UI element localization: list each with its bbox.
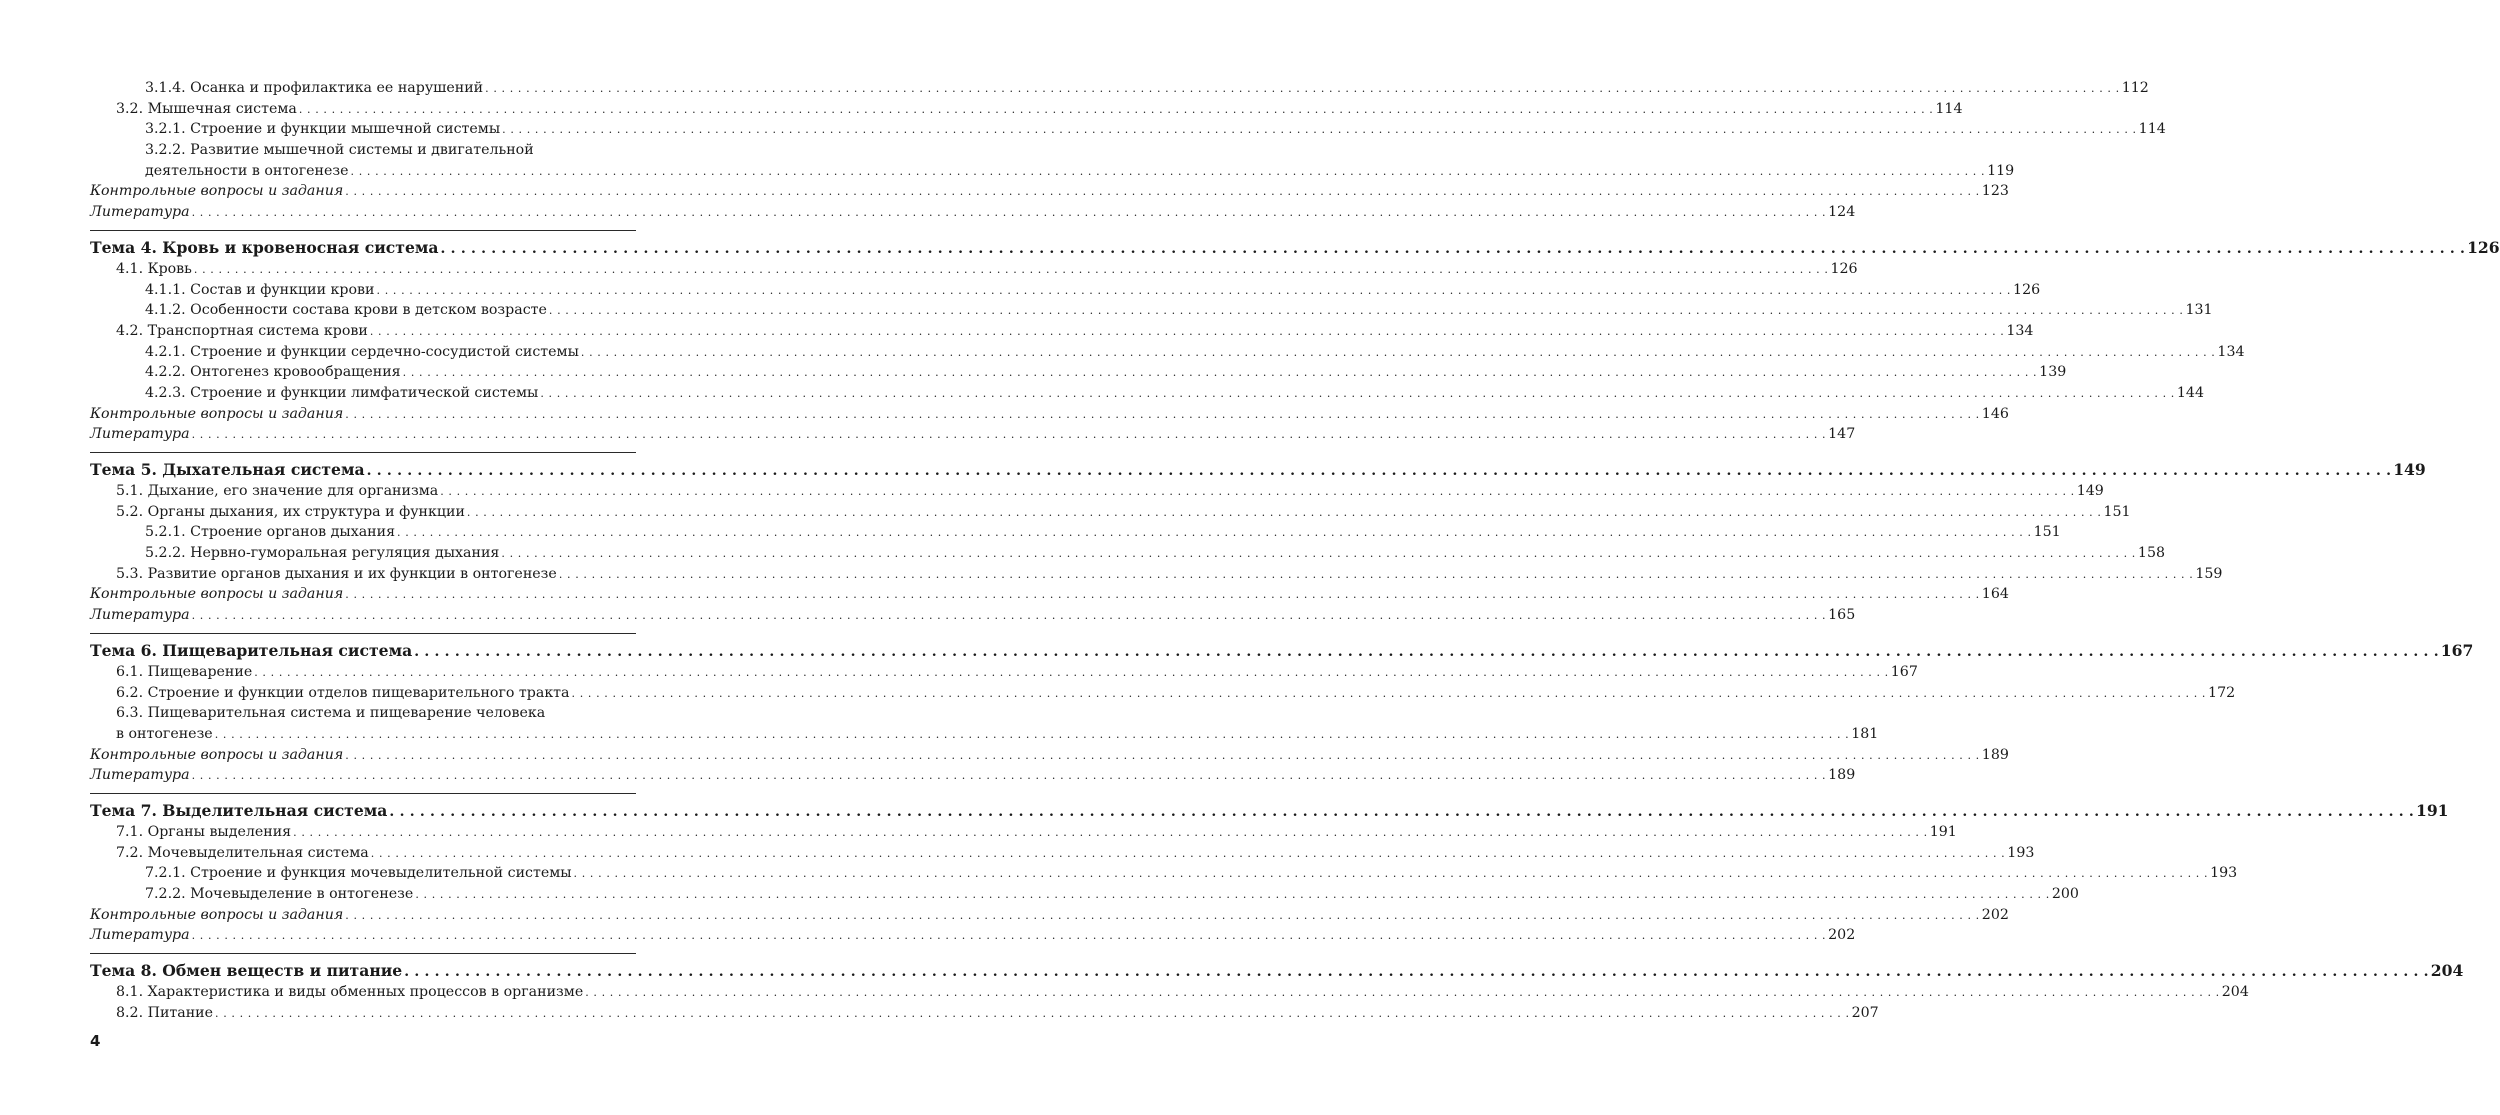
toc-entry-title: 5.2.2. Нервно-гуморальная регуляция дыхания (145, 545, 500, 562)
dot-leader: . . . . . . . . . . . . . . . . . . . . . . . . . . . . . . . . . . . . . . . . . . . . . . . . . . . . . . . . . . . . . . . . . . . . . . . . . . . . . . . . . . . . . . . . . . . . . . . . . . . . . . . . . . . . . . . . . . . . . . . . . . . . . . . . . . . . . . . . . . . . . . . . . . . . . . . . . . . . . . . . . . . . . . . . . . . . . . . . . . . . . . . . . . . . . . . . . . . . . . . . (573, 867, 2209, 881)
toc-entry (90, 78, 2149, 99)
toc-entry (90, 342, 2245, 363)
toc-entry-page: 202 (1828, 927, 1856, 944)
toc-entry-title: 6.3. Пищеварительная система и пищеварение человека (116, 705, 546, 722)
dot-leader: . . . . . . . . . . . . . . . . . . . . . . . . . . . . . . . . . . . . . . . . . . . . . . . . . . . . . . . . . . . . . . . . . . . . . . . . . . . . . . . . . . . . . . . . . . . . . . . . . . . . . . . . . . . . . . . . . . . . . . . . . . . . . . . . . . . . . . . . . . . . . . . . . . . . . . . . . . . . . . . . . . . . . . . . . . . . . . . . . . . . . . . . . . . . . . . . . . . . . . . . (548, 304, 2184, 318)
dot-leader: . . . . . . . . . . . . . . . . . . . . . . . . . . . . . . . . . . . . . . . . . . . . . . . . . . . . . . . . . . . . . . . . . . . . . . . . . . . . . . . . . . . . . . . . . . . . . . . . . . . . . . . . . . . . . . . . . . . . . . . . . . . . . . . . . . . . . . . . . . . . . . . . . . . . . . . . . . . . . . . . . . . . . . . . . . . . . . . . . . . . . . . . . . . . . . . . . . . . . . . . (389, 803, 2414, 820)
toc-entry-page: 139 (2039, 364, 2067, 381)
dot-leader: . . . . . . . . . . . . . . . . . . . . . . . . . . . . . . . . . . . . . . . . . . . . . . . . . . . . . . . . . . . . . . . . . . . . . . . . . . . . . . . . . . . . . . . . . . . . . . . . . . . . . . . . . . . . . . . . . . . . . . . . . . . . . . . . . . . . . . . . . . . . . . . . . . . . . . . . . . . . . . . . . . . . . . . . . . . . . . . . . . . . . . . . . . . . . . . . . . . . . . . . (558, 567, 2194, 581)
toc-entry-page: 151 (2103, 503, 2131, 520)
dot-leader: . . . . . . . . . . . . . . . . . . . . . . . . . . . . . . . . . . . . . . . . . . . . . . . . . . . . . . . . . . . . . . . . . . . . . . . . . . . . . . . . . . . . . . . . . . . . . . . . . . . . . . . . . . . . . . . . . . . . . . . . . . . . . . . . . . . . . . . . . . . . . . . . . . . . . . . . . . . . . . . . . . . . . . . . . . . . . . . . . . . . . . . . . . . . . . . . . . . . . . . . (193, 262, 1829, 276)
toc-entry (90, 502, 2131, 523)
toc-entry-title: Литература (90, 607, 190, 624)
toc-aux-entry (90, 584, 2009, 605)
toc-entry (90, 843, 2035, 864)
toc-entry-page: 131 (2185, 302, 2213, 319)
toc-entry-page: 172 (2208, 684, 2236, 701)
toc-entry-page: 151 (2033, 524, 2061, 541)
toc-entry-title: Тема 6. Пищеварительная система (90, 640, 413, 660)
dot-leader: . . . . . . . . . . . . . . . . . . . . . . . . . . . . . . . . . . . . . . . . . . . . . . . . . . . . . . . . . . . . . . . . . . . . . . . . . . . . . . . . . . . . . . . . . . . . . . . . . . . . . . . . . . . . . . . . . . . . . . . . . . . . . . . . . . . . . . . . . . . . . . . . . . . . . . . . . . . . . . . . . . . . . . . . . . . . . . . . . . . . . . . . . . . . . . . . . . . . . . . . (214, 727, 1850, 741)
toc-aux-entry (90, 404, 2009, 425)
section-divider (90, 953, 636, 954)
toc-entry-page: 167 (1890, 663, 1918, 680)
toc-entry-title: 5.2.1. Строение органов дыхания (145, 524, 396, 541)
toc-entry-title: 7.2.2. Мочевыделение в онтогенезе (145, 886, 414, 902)
toc-entry-title: деятельности в онтогенезе (145, 162, 349, 179)
toc-entry-page: 159 (2195, 565, 2223, 582)
toc-entry-title: 7.2.1. Строение и функция мочевыделительной системы (145, 865, 572, 882)
toc-entry (90, 321, 2034, 342)
toc-entry-title: Тема 5. Дыхательная система (90, 460, 365, 479)
dot-leader: . . . . . . . . . . . . . . . . . . . . . . . . . . . . . . . . . . . . . . . . . . . . . . . . . . . . . . . . . . . . . . . . . . . . . . . . . . . . . . . . . . . . . . . . . . . . . . . . . . . . . . . . . . . . . . . . . . . . . . . . . . . . . . . . . . . . . . . . . . . . . . . . . . . . . . . . . . . . . . . . . . . . . . . . . . . . . . . . . . . . . . . . . . . . . . . . . . . . . . . . (585, 986, 2220, 1000)
toc-entry-title: 8.1. Характеристика и виды обменных процессов в организме (116, 984, 584, 1001)
toc-entry-title: 4.2. Транспортная система крови (116, 322, 368, 339)
toc-aux-entry (90, 181, 2009, 202)
toc-entry (90, 884, 2079, 905)
toc-entry-page: 119 (1987, 162, 2015, 179)
toc-entry (90, 119, 2166, 140)
toc-entry-page: 126 (2467, 237, 2500, 257)
toc-entry (90, 863, 2238, 884)
toc-entry-page: 165 (1828, 607, 1856, 624)
toc-entry-title: 3.2.2. Развитие мышечной системы и двигательной (145, 142, 534, 159)
toc-entry-page: 193 (2007, 844, 2035, 861)
dot-leader: . . . . . . . . . . . . . . . . . . . . . . . . . . . . . . . . . . . . . . . . . . . . . . . . . . . . . . . . . . . . . . . . . . . . . . . . . . . . . . . . . . . . . . . . . . . . . . . . . . . . . . . . . . . . . . . . . . . . . . . . . . . . . . . . . . . . . . . . . . . . . . . . . . . . . . . . . . . . . . . . . . . . . . . . . . . . . . . . . . . . . . . . . . . . . . . . . . . . . . . . (440, 240, 2466, 257)
toc-theme-entry (90, 237, 2500, 259)
toc-entry (90, 300, 2213, 321)
toc-entry-title: Литература (90, 426, 190, 443)
toc-entry-page: 144 (2176, 384, 2204, 401)
dot-leader: . . . . . . . . . . . . . . . . . . . . . . . . . . . . . . . . . . . . . . . . . . . . . . . . . . . . . . . . . . . . . . . . . . . . . . . . . . . . . . . . . . . . . . . . . . . . . . . . . . . . . . . . . . . . . . . . . . . . . . . . . . . . . . . . . . . . . . . . . . . . . . . . . . . . . . . . . . . . . . . . . . . . . . . . . . . . . . . . . . . . . . . . . . . . . . . . . . . . . . . . (191, 769, 1827, 783)
toc-entry (90, 481, 2104, 502)
toc-entry (90, 383, 2204, 404)
dot-leader: . . . . . . . . . . . . . . . . . . . . . . . . . . . . . . . . . . . . . . . . . . . . . . . . . . . . . . . . . . . . . . . . . . . . . . . . . . . . . . . . . . . . . . . . . . . . . . . . . . . . . . . . . . . . . . . . . . . . . . . . . . . . . . . . . . . . . . . . . . . . . . . . . . . . . . . . . . . . . . . . . . . . . . . . . . . . . . . . . . . . . . . . . . . . . . . . . . . . . . . . (370, 846, 2006, 860)
dot-leader: . . . . . . . . . . . . . . . . . . . . . . . . . . . . . . . . . . . . . . . . . . . . . . . . . . . . . . . . . . . . . . . . . . . . . . . . . . . . . . . . . . . . . . . . . . . . . . . . . . . . . . . . . . . . . . . . . . . . . . . . . . . . . . . . . . . . . . . . . . . . . . . . . . . . . . . . . . . . . . . . . . . . . . . . . . . . . . . . . . . . . . . . . . . . . . . . . . . . . . . . (540, 386, 2175, 400)
toc-aux-entry (90, 765, 1856, 786)
toc-entry-continuation (90, 724, 1879, 745)
dot-leader: . . . . . . . . . . . . . . . . . . . . . . . . . . . . . . . . . . . . . . . . . . . . . . . . . . . . . . . . . . . . . . . . . . . . . . . . . . . . . . . . . . . . . . . . . . . . . . . . . . . . . . . . . . . . . . . . . . . . . . . . . . . . . . . . . . . . . . . . . . . . . . . . . . . . . . . . . . . . . . . . . . . . . . . . . . . . . . . . . . . . . . . . . . . . . . . . . . . . . . . . (298, 102, 1934, 116)
dot-leader: . . . . . . . . . . . . . . . . . . . . . . . . . . . . . . . . . . . . . . . . . . . . . . . . . . . . . . . . . . . . . . . . . . . . . . . . . . . . . . . . . . . . . . . . . . . . . . . . . . . . . . . . . . . . . . . . . . . . . . . . . . . . . . . . . . . . . . . . . . . . . . . . . . . . . . . . . . . . . . . . . . . . . . . . . . . . . . . . . . . . . . . . . . . . . . . . . . . . . . . . (414, 643, 2439, 660)
toc-entry-title: 4.1. Кровь (116, 260, 192, 277)
toc-entry-page: 134 (2006, 322, 2034, 339)
dot-leader: . . . . . . . . . . . . . . . . . . . . . . . . . . . . . . . . . . . . . . . . . . . . . . . . . . . . . . . . . . . . . . . . . . . . . . . . . . . . . . . . . . . . . . . . . . . . . . . . . . . . . . . . . . . . . . . . . . . . . . . . . . . . . . . . . . . . . . . . . . . . . . . . . . . . . . . . . . . . . . . . . . . . . . . . . . . . . . . . . . . . . . . . . . . . . . . . . . . . . . . . (345, 748, 1980, 762)
dot-leader: . . . . . . . . . . . . . . . . . . . . . . . . . . . . . . . . . . . . . . . . . . . . . . . . . . . . . . . . . . . . . . . . . . . . . . . . . . . . . . . . . . . . . . . . . . . . . . . . . . . . . . . . . . . . . . . . . . . . . . . . . . . . . . . . . . . . . . . . . . . . . . . . . . . . . . . . . . . . . . . . . . . . . . . . . . . . . . . . . . . . . . . . . . . . . . . . . . . . . . . . (345, 185, 1980, 199)
toc-entry-page: 167 (2440, 640, 2474, 660)
toc-entry-title: 4.2.1. Строение и функции сердечно-сосудистой системы (145, 343, 579, 360)
dot-leader: . . . . . . . . . . . . . . . . . . . . . . . . . . . . . . . . . . . . . . . . . . . . . . . . . . . . . . . . . . . . . . . . . . . . . . . . . . . . . . . . . . . . . . . . . . . . . . . . . . . . . . . . . . . . . . . . . . . . . . . . . . . . . . . . . . . . . . . . . . . . . . . . . . . . . . . . . . . . . . . . . . . . . . . . . . . . . . . . . . . . . . . . . . . . . . . . . . . . . . . . (466, 505, 2102, 519)
toc-entry-title: Литература (90, 767, 190, 784)
toc-entry-title: 4.1.1. Состав и функции крови (145, 281, 375, 298)
dot-leader: . . . . . . . . . . . . . . . . . . . . . . . . . . . . . . . . . . . . . . . . . . . . . . . . . . . . . . . . . . . . . . . . . . . . . . . . . . . . . . . . . . . . . . . . . . . . . . . . . . . . . . . . . . . . . . . . . . . . . . . . . . . . . . . . . . . . . . . . . . . . . . . . . . . . . . . . . . . . . . . . . . . . . . . . . . . . . . . . . . . . . . . . . . . . . . . . . . . . . . . . (215, 1006, 1850, 1020)
toc-entry-page: 146 (1981, 405, 2009, 422)
toc-aux-entry (90, 605, 1856, 626)
dot-leader: . . . . . . . . . . . . . . . . . . . . . . . . . . . . . . . . . . . . . . . . . . . . . . . . . . . . . . . . . . . . . . . . . . . . . . . . . . . . . . . . . . . . . . . . . . . . . . . . . . . . . . . . . . . . . . . . . . . . . . . . . . . . . . . . . . . . . . . . . . . . . . . . . . . . . . . . . . . . . . . . . . . . . . . . . . . . . . . . . . . . . . . . . . . . . . . . . . . . . . . . (376, 283, 2012, 297)
toc-entry-page: 191 (2415, 800, 2449, 820)
dot-leader: . . . . . . . . . . . . . . . . . . . . . . . . . . . . . . . . . . . . . . . . . . . . . . . . . . . . . . . . . . . . . . . . . . . . . . . . . . . . . . . . . . . . . . . . . . . . . . . . . . . . . . . . . . . . . . . . . . . . . . . . . . . . . . . . . . . . . . . . . . . . . . . . . . . . . . . . . . . . . . . . . . . . . . . . . . . . . . . . . . . . . . . . . . . . . . . . . . . . . . . . (350, 164, 1986, 178)
toc-entry (90, 1003, 1879, 1024)
toc-entry-page: 114 (2138, 121, 2166, 138)
section-divider (90, 452, 636, 453)
section-divider (90, 633, 636, 634)
dot-leader: . . . . . . . . . . . . . . . . . . . . . . . . . . . . . . . . . . . . . . . . . . . . . . . . . . . . . . . . . . . . . . . . . . . . . . . . . . . . . . . . . . . . . . . . . . . . . . . . . . . . . . . . . . . . . . . . . . . . . . . . . . . . . . . . . . . . . . . . . . . . . . . . . . . . . . . . . . . . . . . . . . . . . . . . . . . . . . . . . . . . . . . . . . . . . . . . . . . . . . . . (402, 366, 2038, 380)
toc-entry-page: 202 (1981, 906, 2009, 923)
dot-leader: . . . . . . . . . . . . . . . . . . . . . . . . . . . . . . . . . . . . . . . . . . . . . . . . . . . . . . . . . . . . . . . . . . . . . . . . . . . . . . . . . . . . . . . . . . . . . . . . . . . . . . . . . . . . . . . . . . . . . . . . . . . . . . . . . . . . . . . . . . . . . . . . . . . . . . . . . . . . . . . . . . . . . . . . . . . . . . . . . . . . . . . . . . . . . . . . . . . . . . . . (191, 206, 1827, 220)
toc-entry (90, 543, 2166, 564)
toc-entry-title: Тема 4. Кровь и кровеносная система (90, 237, 439, 257)
toc-entry-title: 4.2.2. Онтогенез кровообращения (145, 364, 401, 381)
toc-entry-page: 126 (2013, 281, 2041, 298)
toc-aux-entry (90, 424, 1856, 445)
dot-leader: . . . . . . . . . . . . . . . . . . . . . . . . . . . . . . . . . . . . . . . . . . . . . . . . . . . . . . . . . . . . . . . . . . . . . . . . . . . . . . . . . . . . . . . . . . . . . . . . . . . . . . . . . . . . . . . . . . . . . . . . . . . . . . . . . . . . . . . . . . . . . . . . . . . . . . . . . . . . . . . . . . . . . . . . . . . . . . . . . . . . . . . . . . . . . . . . . . . . . . . . (345, 407, 1980, 421)
toc-entry-page: 123 (1981, 183, 2009, 200)
dot-leader: . . . . . . . . . . . . . . . . . . . . . . . . . . . . . . . . . . . . . . . . . . . . . . . . . . . . . . . . . . . . . . . . . . . . . . . . . . . . . . . . . . . . . . . . . . . . . . . . . . . . . . . . . . . . . . . . . . . . . . . . . . . . . . . . . . . . . . . . . . . . . . . . . . . . . . . . . . . . . . . . . . . . . . . . . . . . . . . . . . . . . . . . . . . . . . . . . . . . . . . . (502, 123, 2137, 137)
dot-leader: . . . . . . . . . . . . . . . . . . . . . . . . . . . . . . . . . . . . . . . . . . . . . . . . . . . . . . . . . . . . . . . . . . . . . . . . . . . . . . . . . . . . . . . . . . . . . . . . . . . . . . . . . . . . . . . . . . . . . . . . . . . . . . . . . . . . . . . . . . . . . . . . . . . . . . . . . . . . . . . . . . . . . . . . . . . . . . . . . . . . . . . . . . . . . . . . . . . . . . . . (366, 463, 2392, 479)
toc-entry-title: Тема 8. Обмен веществ и питание (90, 961, 403, 981)
table-of-contents (90, 78, 2500, 1023)
toc-aux-entry (90, 745, 2009, 766)
dot-leader: . . . . . . . . . . . . . . . . . . . . . . . . . . . . . . . . . . . . . . . . . . . . . . . . . . . . . . . . . . . . . . . . . . . . . . . . . . . . . . . . . . . . . . . . . . . . . . . . . . . . . . . . . . . . . . . . . . . . . . . . . . . . . . . . . . . . . . . . . . . . . . . . . . . . . . . . . . . . . . . . . . . . . . . . . . . . . . . . . . . . . . . . . . . . . . . . . . . . . . . . (254, 665, 1889, 679)
toc-entry-first-line (90, 703, 636, 724)
toc-entry-page: 181 (1851, 725, 1879, 742)
toc-entry-page: 193 (2210, 865, 2238, 882)
toc-entry-title: Контрольные вопросы и задания (90, 586, 344, 603)
dot-leader: . . . . . . . . . . . . . . . . . . . . . . . . . . . . . . . . . . . . . . . . . . . . . . . . . . . . . . . . . . . . . . . . . . . . . . . . . . . . . . . . . . . . . . . . . . . . . . . . . . . . . . . . . . . . . . . . . . . . . . . . . . . . . . . . . . . . . . . . . . . . . . . . . . . . . . . . . . . . . . . . . . . . . . . . . . . . . . . . . . . . . . . . . . . . . . . . . . . . . . . . (404, 964, 2429, 981)
toc-entry-title: Литература (90, 927, 190, 944)
toc-entry-page: 207 (1851, 1004, 1879, 1021)
toc-theme-entry (90, 960, 2464, 982)
toc-entry-page: 149 (2393, 460, 2426, 479)
dot-leader: . . . . . . . . . . . . . . . . . . . . . . . . . . . . . . . . . . . . . . . . . . . . . . . . . . . . . . . . . . . . . . . . . . . . . . . . . . . . . . . . . . . . . . . . . . . . . . . . . . . . . . . . . . . . . . . . . . . . . . . . . . . . . . . . . . . . . . . . . . . . . . . . . . . . . . . . . . . . . . . . . . . . . . . . . . . . . . . . . . . . . . . . . . . . . . . . . . . . . . . . (580, 345, 2216, 359)
section-divider (90, 230, 636, 231)
toc-entry-title: 3.2. Мышечная система (116, 100, 297, 117)
dot-leader: . . . . . . . . . . . . . . . . . . . . . . . . . . . . . . . . . . . . . . . . . . . . . . . . . . . . . . . . . . . . . . . . . . . . . . . . . . . . . . . . . . . . . . . . . . . . . . . . . . . . . . . . . . . . . . . . . . . . . . . . . . . . . . . . . . . . . . . . . . . . . . . . . . . . . . . . . . . . . . . . . . . . . . . . . . . . . . . . . . . . . . . . . . . . . . . . . . . . . . . . (415, 888, 2050, 901)
toc-entry-page: 189 (1981, 746, 2009, 763)
toc-entry-page: 204 (2221, 984, 2249, 1001)
dot-leader: . . . . . . . . . . . . . . . . . . . . . . . . . . . . . . . . . . . . . . . . . . . . . . . . . . . . . . . . . . . . . . . . . . . . . . . . . . . . . . . . . . . . . . . . . . . . . . . . . . . . . . . . . . . . . . . . . . . . . . . . . . . . . . . . . . . . . . . . . . . . . . . . . . . . . . . . . . . . . . . . . . . . . . . . . . . . . . . . . . . . . . . . . . . . . . . . . . . . . . . . (191, 929, 1827, 943)
toc-entry-title: 5.1. Дыхание, его значение для организма (116, 483, 439, 499)
dot-leader: . . . . . . . . . . . . . . . . . . . . . . . . . . . . . . . . . . . . . . . . . . . . . . . . . . . . . . . . . . . . . . . . . . . . . . . . . . . . . . . . . . . . . . . . . . . . . . . . . . . . . . . . . . . . . . . . . . . . . . . . . . . . . . . . . . . . . . . . . . . . . . . . . . . . . . . . . . . . . . . . . . . . . . . . . . . . . . . . . . . . . . . . . . . . . . . . . . . . . . . . (191, 609, 1827, 623)
toc-entry-title: 7.2. Мочевыделительная система (116, 844, 369, 861)
toc-entry (90, 822, 1957, 843)
dot-leader: . . . . . . . . . . . . . . . . . . . . . . . . . . . . . . . . . . . . . . . . . . . . . . . . . . . . . . . . . . . . . . . . . . . . . . . . . . . . . . . . . . . . . . . . . . . . . . . . . . . . . . . . . . . . . . . . . . . . . . . . . . . . . . . . . . . . . . . . . . . . . . . . . . . . . . . . . . . . . . . . . . . . . . . . . . . . . . . . . . . . . . . . . . . . . . . . . . . . . . . . (485, 82, 2120, 95)
dot-leader: . . . . . . . . . . . . . . . . . . . . . . . . . . . . . . . . . . . . . . . . . . . . . . . . . . . . . . . . . . . . . . . . . . . . . . . . . . . . . . . . . . . . . . . . . . . . . . . . . . . . . . . . . . . . . . . . . . . . . . . . . . . . . . . . . . . . . . . . . . . . . . . . . . . . . . . . . . . . . . . . . . . . . . . . . . . . . . . . . . . . . . . . . . . . . . . . . . . . . . . . (345, 908, 1980, 922)
dot-leader: . . . . . . . . . . . . . . . . . . . . . . . . . . . . . . . . . . . . . . . . . . . . . . . . . . . . . . . . . . . . . . . . . . . . . . . . . . . . . . . . . . . . . . . . . . . . . . . . . . . . . . . . . . . . . . . . . . . . . . . . . . . . . . . . . . . . . . . . . . . . . . . . . . . . . . . . . . . . . . . . . . . . . . . . . . . . . . . . . . . . . . . . . . . . . . . . . . . . . . . . (369, 324, 2005, 338)
toc-entry (90, 280, 2041, 301)
toc-entry-title: 8.2. Питание (116, 1004, 214, 1021)
toc-entry-title: 3.2.1. Строение и функции мышечной системы (145, 121, 501, 138)
toc-aux-entry (90, 202, 1856, 223)
toc-entry-title: 4.2.3. Строение и функции лимфатической системы (145, 384, 539, 401)
toc-aux-entry (90, 905, 2009, 926)
dot-leader: . . . . . . . . . . . . . . . . . . . . . . . . . . . . . . . . . . . . . . . . . . . . . . . . . . . . . . . . . . . . . . . . . . . . . . . . . . . . . . . . . . . . . . . . . . . . . . . . . . . . . . . . . . . . . . . . . . . . . . . . . . . . . . . . . . . . . . . . . . . . . . . . . . . . . . . . . . . . . . . . . . . . . . . . . . . . . . . . . . . . . . . . . . . . . . . . . . . . . . . . (571, 686, 2207, 700)
toc-entry-title: Контрольные вопросы и задания (90, 906, 344, 923)
toc-entry (90, 99, 1963, 120)
toc-entry-page: 134 (2217, 343, 2245, 360)
toc-entry-title: 7.1. Органы выделения (116, 823, 292, 840)
toc-entry-title: 3.1.4. Осанка и профилактика ее нарушений (145, 80, 484, 96)
dot-leader: . . . . . . . . . . . . . . . . . . . . . . . . . . . . . . . . . . . . . . . . . . . . . . . . . . . . . . . . . . . . . . . . . . . . . . . . . . . . . . . . . . . . . . . . . . . . . . . . . . . . . . . . . . . . . . . . . . . . . . . . . . . . . . . . . . . . . . . . . . . . . . . . . . . . . . . . . . . . . . . . . . . . . . . . . . . . . . . . . . . . . . . . . . . . . . . . . . . . . . . . (191, 428, 1827, 442)
toc-entry-title: Литература (90, 204, 190, 221)
toc-entry-page: 149 (2076, 483, 2104, 499)
toc-entry-page: 200 (2051, 886, 2079, 902)
toc-entry-page: 114 (1935, 100, 1963, 117)
toc-theme-entry (90, 459, 2426, 481)
toc-entry-page: 124 (1828, 204, 1856, 221)
dot-leader: . . . . . . . . . . . . . . . . . . . . . . . . . . . . . . . . . . . . . . . . . . . . . . . . . . . . . . . . . . . . . . . . . . . . . . . . . . . . . . . . . . . . . . . . . . . . . . . . . . . . . . . . . . . . . . . . . . . . . . . . . . . . . . . . . . . . . . . . . . . . . . . . . . . . . . . . . . . . . . . . . . . . . . . . . . . . . . . . . . . . . . . . . . . . . . . . . . . . . . . . (501, 547, 2136, 561)
toc-entry-page: 191 (1929, 823, 1957, 840)
toc-entry-title: 5.3. Развитие органов дыхания и их функции в онтогенезе (116, 565, 557, 582)
toc-entry-title: Контрольные вопросы и задания (90, 405, 344, 422)
toc-entry (90, 259, 1858, 280)
toc-entry-title: 5.2. Органы дыхания, их структура и функции (116, 503, 465, 520)
toc-entry (90, 564, 2223, 585)
toc-entry (90, 662, 1918, 683)
toc-entry-title: Контрольные вопросы и задания (90, 746, 344, 763)
toc-entry-title: Тема 7. Выделительная система (90, 800, 388, 820)
toc-aux-entry (90, 925, 1856, 946)
toc-entry-page: 204 (2430, 961, 2464, 981)
toc-entry (90, 982, 2249, 1003)
dot-leader: . . . . . . . . . . . . . . . . . . . . . . . . . . . . . . . . . . . . . . . . . . . . . . . . . . . . . . . . . . . . . . . . . . . . . . . . . . . . . . . . . . . . . . . . . . . . . . . . . . . . . . . . . . . . . . . . . . . . . . . . . . . . . . . . . . . . . . . . . . . . . . . . . . . . . . . . . . . . . . . . . . . . . . . . . . . . . . . . . . . . . . . . . . . . . . . . . . . . . . . . (397, 526, 2032, 540)
page-number: 4 (90, 1032, 101, 1050)
toc-entry (90, 362, 2067, 383)
dot-leader: . . . . . . . . . . . . . . . . . . . . . . . . . . . . . . . . . . . . . . . . . . . . . . . . . . . . . . . . . . . . . . . . . . . . . . . . . . . . . . . . . . . . . . . . . . . . . . . . . . . . . . . . . . . . . . . . . . . . . . . . . . . . . . . . . . . . . . . . . . . . . . . . . . . . . . . . . . . . . . . . . . . . . . . . . . . . . . . . . . . . . . . . . . . . . . . . . . . . . . . . (293, 825, 1928, 839)
toc-theme-entry (90, 800, 2449, 822)
toc-entry-page: 126 (1830, 260, 1858, 277)
toc-entry-page: 158 (2137, 545, 2166, 562)
dot-leader: . . . . . . . . . . . . . . . . . . . . . . . . . . . . . . . . . . . . . . . . . . . . . . . . . . . . . . . . . . . . . . . . . . . . . . . . . . . . . . . . . . . . . . . . . . . . . . . . . . . . . . . . . . . . . . . . . . . . . . . . . . . . . . . . . . . . . . . . . . . . . . . . . . . . . . . . . . . . . . . . . . . . . . . . . . . . . . . . . . . . . . . . . . . . . . . . . . . . . . . . (345, 588, 1980, 602)
toc-entry-page: 147 (1828, 426, 1856, 443)
toc-theme-entry (90, 640, 2474, 662)
toc-entry-continuation (90, 161, 2015, 182)
toc-entry-page: 189 (1828, 767, 1856, 784)
dot-leader: . . . . . . . . . . . . . . . . . . . . . . . . . . . . . . . . . . . . . . . . . . . . . . . . . . . . . . . . . . . . . . . . . . . . . . . . . . . . . . . . . . . . . . . . . . . . . . . . . . . . . . . . . . . . . . . . . . . . . . . . . . . . . . . . . . . . . . . . . . . . . . . . . . . . . . . . . . . . . . . . . . . . . . . . . . . . . . . . . . . . . . . . . . . . . . . . . . . . . . . . (440, 485, 2075, 498)
toc-entry-title: Контрольные вопросы и задания (90, 183, 344, 200)
toc-entry-title: 6.1. Пищеварение (116, 663, 253, 680)
toc-entry-page: 112 (2121, 80, 2149, 96)
toc-entry-title: в онтогенезе (116, 725, 213, 742)
toc-entry-first-line (90, 140, 636, 161)
toc-entry (90, 522, 2061, 543)
toc-entry-title: 4.1.2. Особенности состава крови в детском возрасте (145, 302, 547, 319)
toc-entry (90, 683, 2236, 704)
section-divider (90, 793, 636, 794)
toc-entry-page: 164 (1981, 586, 2009, 603)
toc-entry-title: 6.2. Строение и функции отделов пищеварительного тракта (116, 684, 570, 701)
